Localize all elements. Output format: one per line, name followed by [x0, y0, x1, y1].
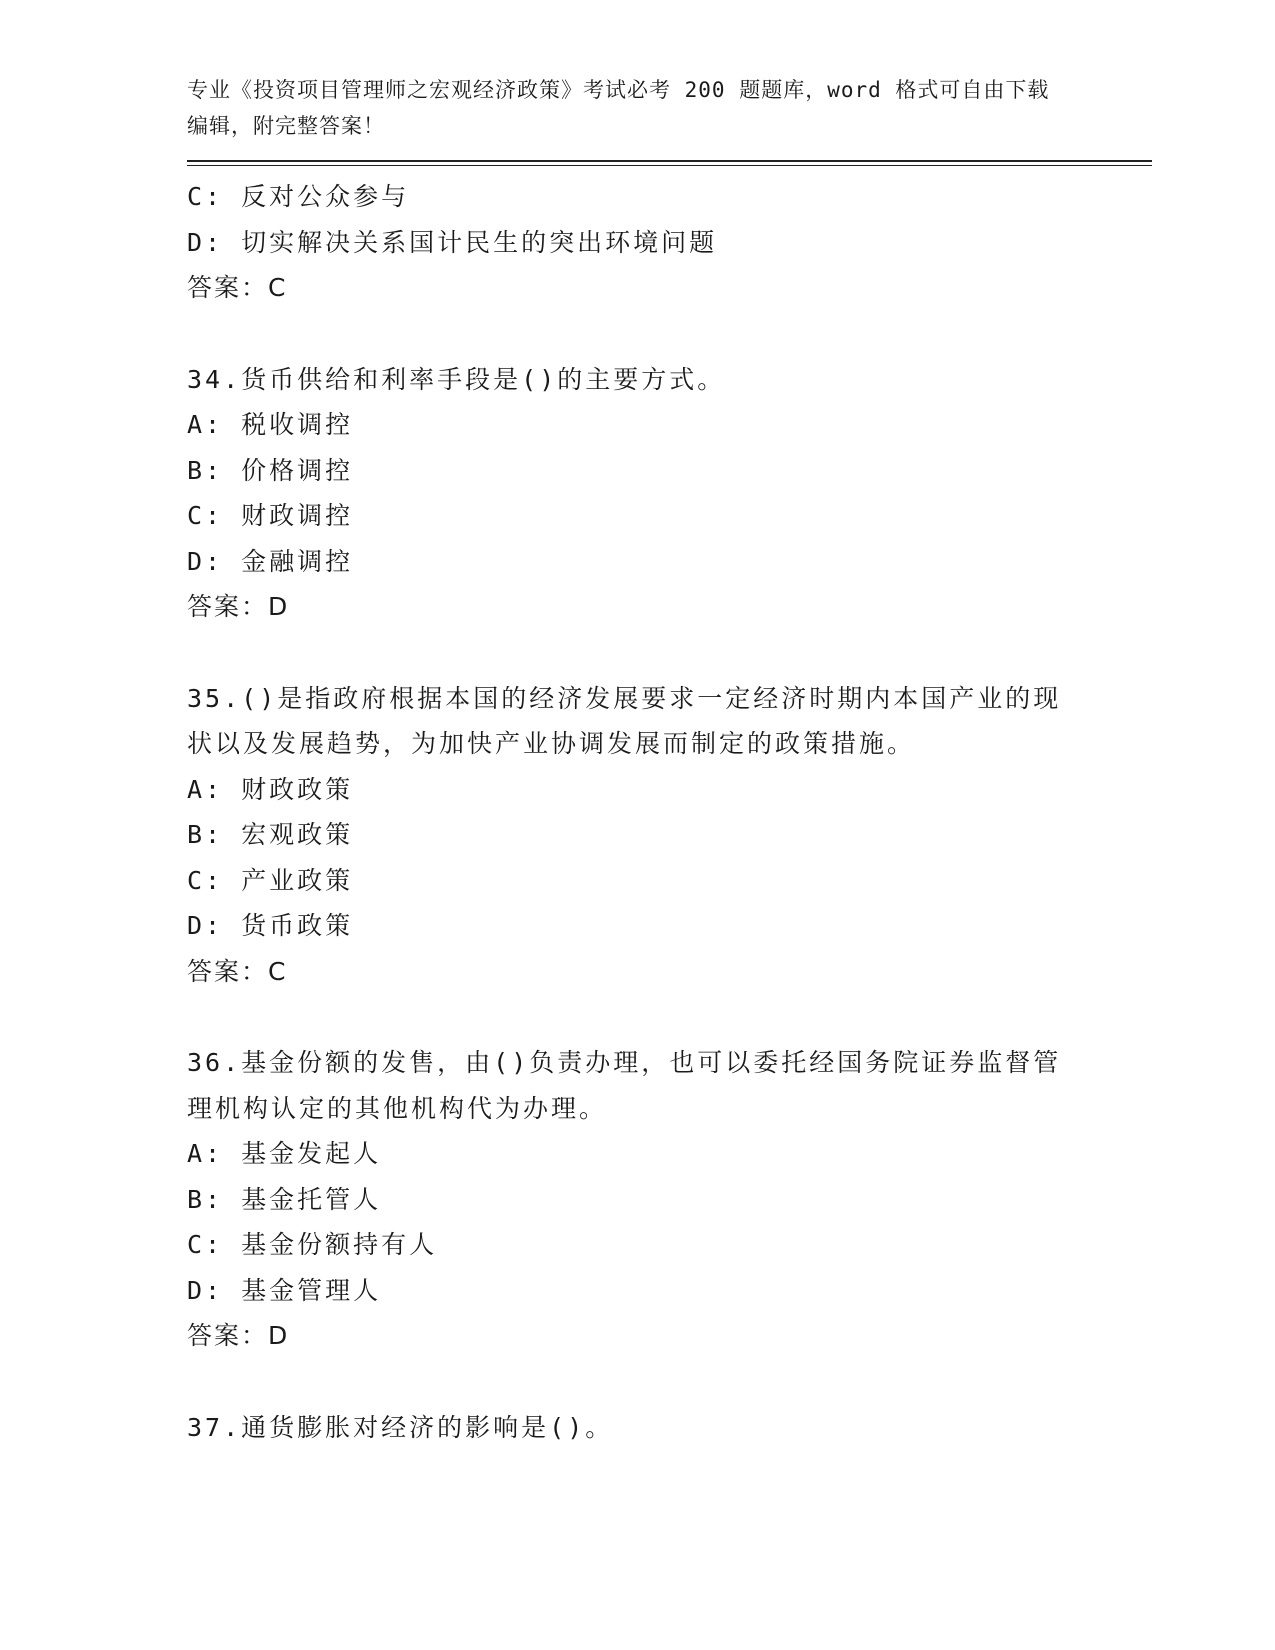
- question-33-continued: [187, 174, 1152, 311]
- question-37: [187, 1405, 1152, 1451]
- option-c: C: 财政调控: [187, 501, 354, 530]
- question-list: [187, 174, 1152, 1450]
- option-c: C: 反对公众参与: [187, 182, 410, 211]
- question-34: [187, 357, 1152, 630]
- document-header: 专业《投资项目管理师之宏观经济政策》考试必考 200 题题库，word 格式可自由下载编辑，附完整答案！: [187, 78, 1050, 138]
- document-page: [187, 72, 1152, 1450]
- option-c: C: 产业政策: [187, 865, 354, 895]
- question-36: [187, 1040, 1152, 1359]
- answer-line: 答案：D: [187, 1321, 290, 1350]
- question-stem: 35.()是指政府根据本国的经济发展要求一定经济时期内本国产业的现状以及发展趋势，为加快产业协调发展而制定的政策措施。: [187, 683, 1062, 758]
- header-divider: [187, 160, 1152, 166]
- option-d: D: 货币政策: [187, 911, 354, 940]
- question-stem: 37.通货膨胀对经济的影响是()。: [187, 1412, 614, 1442]
- answer-line: 答案：C: [187, 956, 288, 986]
- answer-line: 答案：D: [187, 592, 290, 621]
- option-a: A: 基金发起人: [187, 1139, 382, 1168]
- option-d: D: 基金管理人: [187, 1275, 382, 1305]
- option-b: B: 宏观政策: [187, 820, 354, 849]
- option-b: B: 价格调控: [187, 455, 354, 485]
- option-c: C: 基金份额持有人: [187, 1230, 438, 1259]
- option-d: D: 金融调控: [187, 546, 354, 576]
- question-stem: 34.货币供给和利率手段是()的主要方式。: [187, 364, 726, 394]
- question-stem: 36.基金份额的发售，由()负责办理，也可以委托经国务院证券监督管理机构认定的其他机构代为办理。: [187, 1048, 1062, 1123]
- answer-line: 答案：C: [187, 273, 288, 302]
- option-b: B: 基金托管人: [187, 1184, 382, 1214]
- option-d: D: 切实解决关系国计民生的突出环境问题: [187, 227, 718, 257]
- question-35: [187, 676, 1152, 995]
- option-a: A: 税收调控: [187, 410, 354, 439]
- option-a: A: 财政政策: [187, 774, 354, 804]
